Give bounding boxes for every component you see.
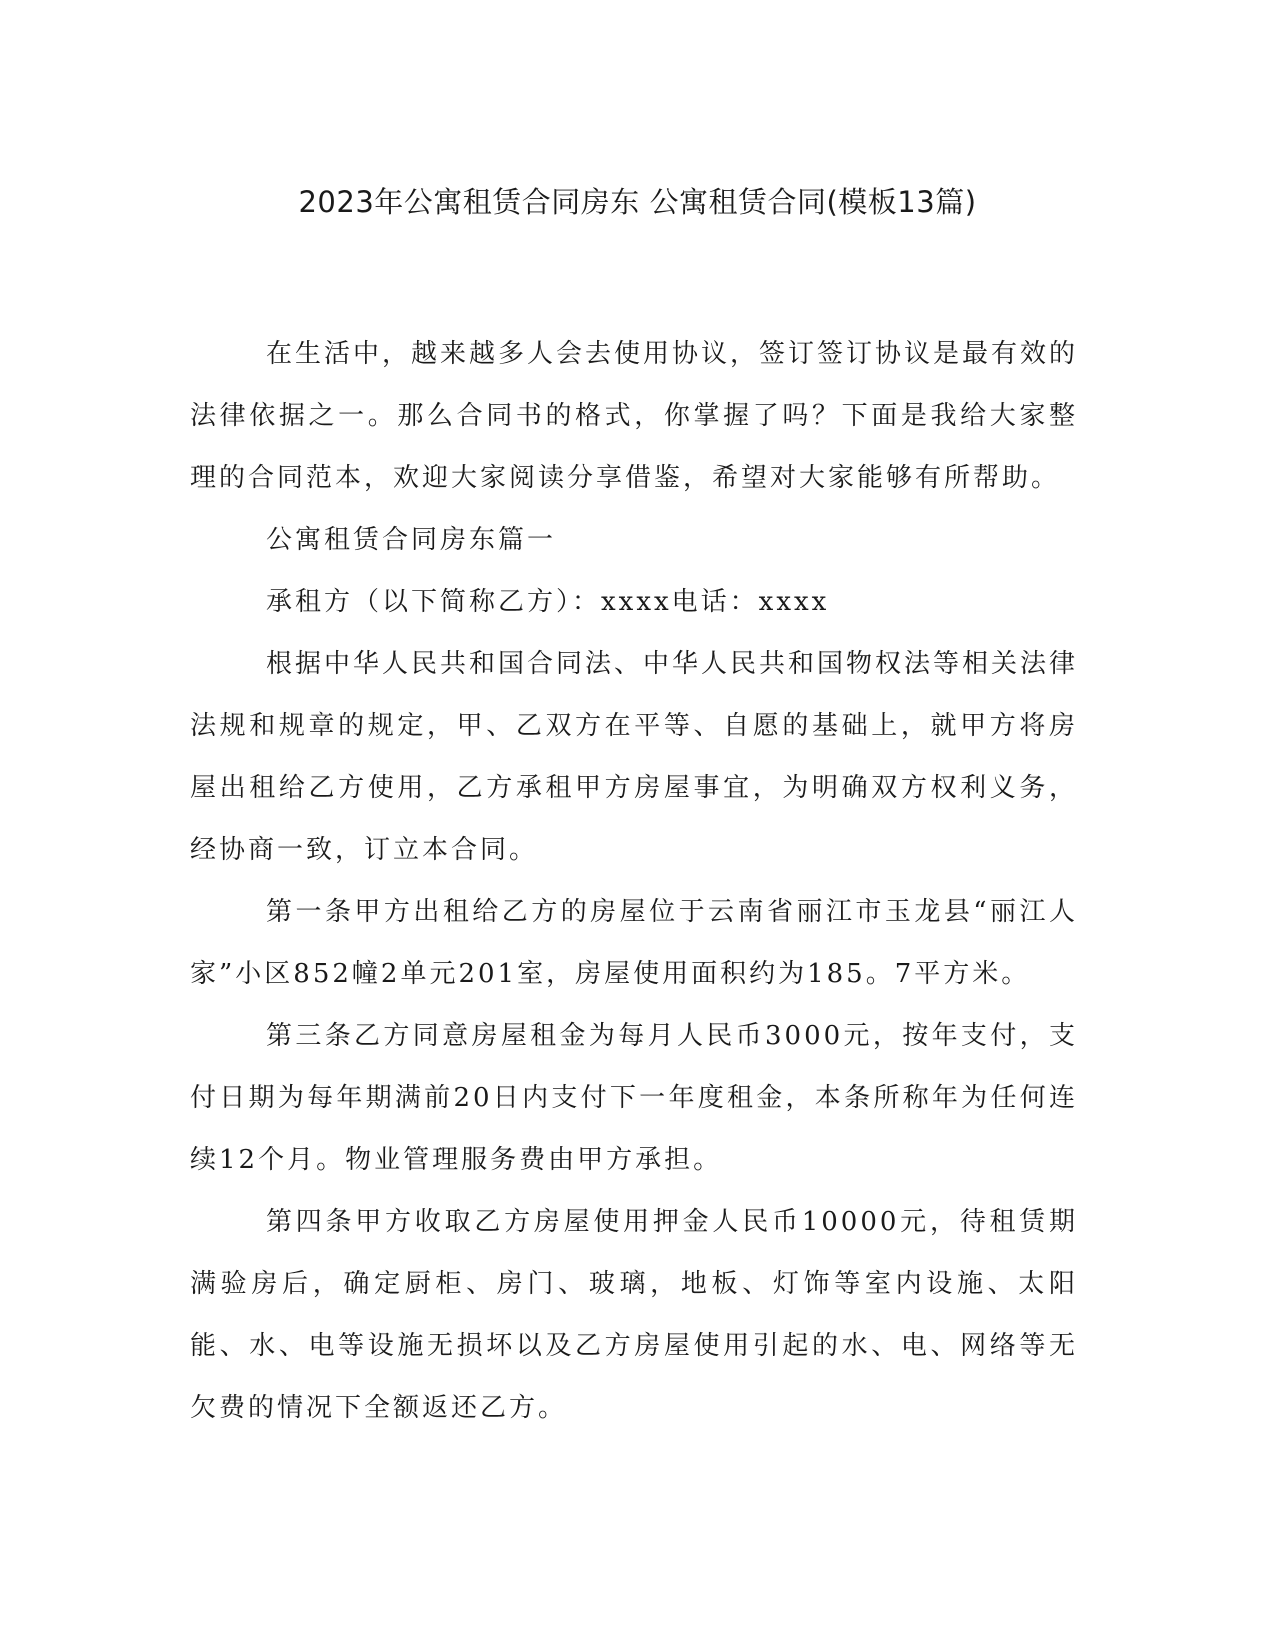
section-heading: 公寓租赁合同房东篇一 <box>266 525 557 555</box>
document-title: 2023年公寓租赁合同房东 公寓租赁合同(模板13篇) <box>298 185 977 219</box>
article-1-paragraph: 第一条甲方出租给乙方的房屋位于云南省丽江市玉龙县“丽江人家”小区852幢2单元201室，房屋使用面积约为185。7平方米。 <box>190 897 1078 989</box>
preamble-paragraph: 根据中华人民共和国合同法、中华人民共和国物权法等相关法律法规和规章的规定，甲、乙双方在平等、自愿的基础上，就甲方将房屋出租给乙方使用，乙方承租甲方房屋事宜，为明确双方权利义务，经协商一致，订立本合同。 <box>190 649 1079 865</box>
article-4-paragraph: 第四条甲方收取乙方房屋使用押金人民币10000元，待租赁期满验房后，确定厨柜、房门、玻璃，地板、灯饰等室内设施、太阳能、水、电等设施无损坏以及乙方房屋使用引起的水、电、网络等无欠费的情况下全额返还乙方。 <box>190 1207 1078 1423</box>
intro-paragraph: 在生活中，越来越多人会去使用协议，签订签订协议是最有效的法律依据之一。那么合同书的格式，你掌握了吗？下面是我给大家整理的合同范本，欢迎大家阅读分享借鉴，希望对大家能够有所帮助。 <box>190 339 1079 493</box>
document-body <box>190 323 1078 1439</box>
article-3-paragraph: 第三条乙方同意房屋租金为每月人民币3000元，按年支付，支付日期为每年期满前20日内支付下一年度租金，本条所称年为任何连续12个月。物业管理服务费由甲方承担。 <box>190 1021 1078 1175</box>
tenant-info: 承租方（以下简称乙方）：xxxx电话：xxxx <box>266 587 830 617</box>
